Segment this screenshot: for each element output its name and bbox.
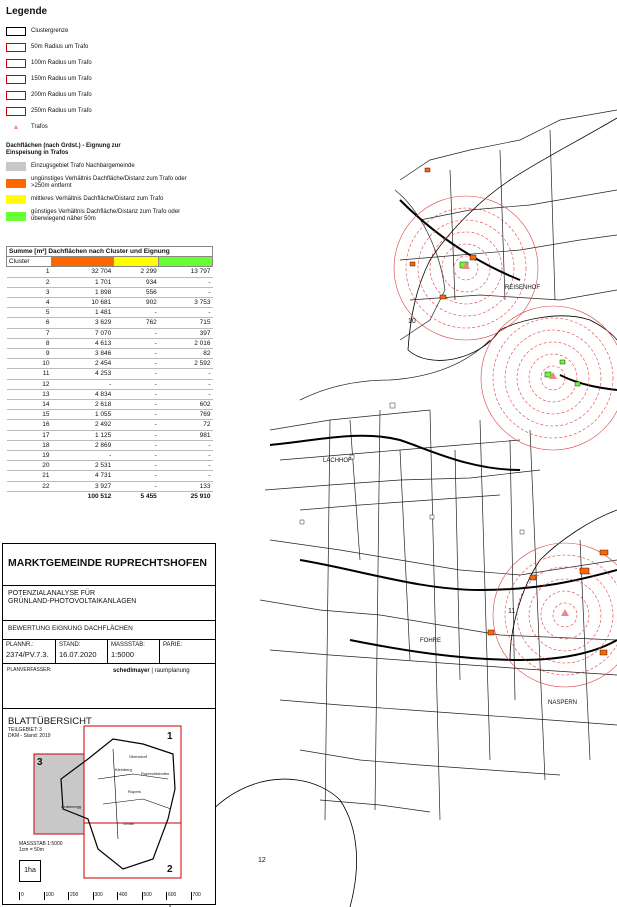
cluster-id: 13 (7, 389, 52, 399)
value-green: 397 (159, 328, 213, 338)
legend-item-trafo: ▲ Trafos (6, 119, 220, 135)
table-row (7, 277, 213, 287)
firm-logo: schedlmayer | raumplanung (113, 668, 190, 674)
value-yellow: 556 (113, 287, 159, 297)
value-orange: 4 253 (52, 369, 114, 379)
value-yellow: - (113, 451, 159, 461)
green-swatch (6, 212, 26, 221)
value-yellow: - (113, 461, 159, 471)
scale-tick: 500 (143, 892, 152, 898)
yellow-swatch (6, 195, 26, 204)
legend-cat-grey: Einzugsgebiet Trafo Nachbargemeinde (6, 162, 220, 171)
sheet-overview: BLATTÜBERSICHT TEILGEBIET: 3 DKM - Stand: 2019 1 2 3 Oberndorf Kleinberg Ruprechtshofen Rupers Grabenegg Orbart (3, 709, 215, 889)
value-green: - (159, 461, 213, 471)
value-orange: 2 492 (52, 420, 114, 430)
sheet-number-2: 2 (167, 864, 173, 875)
scale-tick: 200 (70, 892, 79, 898)
value-orange: 2 531 (52, 461, 114, 471)
value-green: - (159, 287, 213, 297)
value-orange: 3 846 (52, 349, 114, 359)
cluster-label-10: 10 (408, 318, 416, 325)
total-green: 25 910 (190, 492, 211, 500)
scale-bar (19, 888, 199, 902)
table-row (7, 451, 213, 461)
value-yellow: - (113, 359, 159, 369)
value-orange: 4 731 (52, 471, 114, 481)
radius-swatch (6, 43, 26, 52)
overview-title: BLATTÜBERSICHT (8, 716, 92, 727)
radius-swatch (6, 91, 26, 100)
planner-section: PLANVERFASSER: schedlmayer | raumplanung (3, 664, 215, 709)
cluster-id: 3 (7, 287, 52, 297)
value-orange: 4 613 (52, 338, 114, 348)
sheet-number-3: 3 (37, 757, 43, 768)
total-yellow: 5 455 (140, 492, 157, 500)
scale-tick: 100 (45, 892, 54, 898)
cluster-id: 2 (7, 277, 52, 287)
table-row (7, 400, 213, 410)
place-label-fohre: FOHRE (420, 638, 441, 644)
overview-place-5: Grabenegg (61, 804, 82, 809)
table-row (7, 338, 213, 348)
value-yellow: 934 (113, 277, 159, 287)
table-row (7, 287, 213, 297)
value-orange: 1 701 (52, 277, 114, 287)
value-yellow: - (113, 410, 159, 420)
orange-swatch (6, 179, 26, 188)
value-yellow: - (113, 338, 159, 348)
sheet-number-1: 1 (167, 731, 173, 742)
value-yellow: - (113, 420, 159, 430)
col-orange (52, 257, 114, 267)
overview-place-4: Rupers (128, 789, 141, 794)
cluster-id: 4 (7, 298, 52, 308)
table-row (7, 298, 213, 308)
cluster-id: 18 (7, 440, 52, 450)
table-row (7, 471, 213, 481)
overview-place-6: Orbart (123, 821, 135, 826)
cluster-label-12: 12 (258, 857, 266, 864)
value-yellow: 2 299 (113, 267, 159, 277)
planno-cell: PLANNR.: 2374/PV.7.3. (3, 640, 56, 663)
value-green: 13 797 (159, 267, 213, 277)
value-yellow: - (113, 369, 159, 379)
legend-item-100m: 100m Radius um Trafo (6, 55, 220, 71)
scale-tick: 300 (94, 892, 103, 898)
parcel-lines (260, 110, 617, 820)
table-row (7, 369, 213, 379)
value-green: 82 (159, 349, 213, 359)
value-green: 715 (159, 318, 213, 328)
table-row (7, 389, 213, 399)
cluster-id: 1 (7, 267, 52, 277)
legend-heading: Dachflächen (nach Grdst.) - Eignung zur Einspeisung in Trafos (6, 143, 121, 156)
value-orange: 2 869 (52, 440, 114, 450)
value-yellow: - (113, 440, 159, 450)
place-label-lachhof: LACHHOF (323, 458, 352, 464)
cluster-id: 11 (7, 369, 52, 379)
table-row (7, 410, 213, 420)
scale-tick: 0 (21, 892, 24, 898)
value-green: 602 (159, 400, 213, 410)
cluster-id: 22 (7, 481, 52, 491)
cluster-id: 17 (7, 430, 52, 440)
legend-item-50m: 50m Radius um Trafo (6, 39, 220, 55)
legend-item-150m: 150m Radius um Trafo (6, 71, 220, 87)
value-yellow: - (113, 349, 159, 359)
value-green: - (159, 451, 213, 461)
plan-info (3, 640, 215, 664)
value-yellow: - (113, 471, 159, 481)
value-yellow: - (113, 400, 159, 410)
cluster-id: 6 (7, 318, 52, 328)
value-orange: 4 834 (52, 389, 114, 399)
value-green: - (159, 369, 213, 379)
legend-cat-yellow: mittleres Verhältnis Dachfläche/Distanz zum Trafo (6, 195, 220, 204)
table-row (7, 359, 213, 369)
cluster-id: 21 (7, 471, 52, 481)
overview-place-3: Ruprechtshofen (141, 771, 170, 776)
value-orange: 1 055 (52, 410, 114, 420)
table-row (7, 318, 213, 328)
parie-cell: PARIE: (163, 642, 183, 648)
triangle-icon: ▲ (12, 123, 20, 131)
value-yellow: - (113, 328, 159, 338)
value-yellow: - (113, 481, 159, 491)
total-orange: 100 512 (87, 492, 112, 500)
value-orange: 3 927 (52, 481, 114, 491)
table-row (7, 430, 213, 440)
table-row (7, 308, 213, 318)
value-green: 3 753 (159, 298, 213, 308)
cluster-id: 10 (7, 359, 52, 369)
value-green: - (159, 277, 213, 287)
scale-tick: 400 (119, 892, 128, 898)
date-cell: STAND: 16.07.2020 (56, 640, 108, 663)
value-orange: - (52, 451, 114, 461)
value-orange: 1 898 (52, 287, 114, 297)
cluster-id: 19 (7, 451, 52, 461)
value-green: - (159, 379, 213, 389)
value-yellow: - (113, 430, 159, 440)
table-row (7, 420, 213, 430)
legend-item-200m: 200m Radius um Trafo (6, 87, 220, 103)
value-green: 769 (159, 410, 213, 420)
cluster-boundaries (170, 118, 617, 907)
cluster-id: 15 (7, 410, 52, 420)
radius-swatch (6, 75, 26, 84)
legend-cat-orange: ungünstiges Verhältnis Dachfläche/Distanz zum Trafo oder >250m entfernt (6, 176, 206, 190)
cluster-id: 7 (7, 328, 52, 338)
value-green: - (159, 471, 213, 481)
legend-item-cluster: Clustergrenze (6, 23, 220, 39)
radius-swatch (6, 107, 26, 116)
project-subtitle: POTENZIALANALYSE FÜR GRÜNLAND-PHOTOVOLTAIKANLAGEN (3, 586, 215, 621)
scale-note: MASSSTAB 1:5000 1cm = 50m (19, 841, 63, 853)
overview-place-2: Kleinberg (115, 767, 132, 772)
place-label-naspern: NASPERN (548, 700, 578, 706)
overview-place-1: Oberndorf (129, 754, 148, 759)
sheet-title: BEWERTUNG EIGNUNG DACHFLÄCHEN (3, 621, 215, 640)
cluster-swatch (6, 27, 26, 36)
value-orange: 1 125 (52, 430, 114, 440)
value-yellow: 762 (113, 318, 159, 328)
cluster-id: 5 (7, 308, 52, 318)
table-row (7, 440, 213, 450)
table-row (7, 328, 213, 338)
value-yellow: 902 (113, 298, 159, 308)
cluster-id: 8 (7, 338, 52, 348)
radius-circles (406, 208, 617, 675)
value-green: 2 592 (159, 359, 213, 369)
legend-title: Legende (6, 6, 48, 17)
value-orange: 7 070 (52, 328, 114, 338)
cluster-id: 20 (7, 461, 52, 471)
scale-tick: 600 (168, 892, 177, 898)
value-green: 133 (159, 481, 213, 491)
value-yellow: - (113, 379, 159, 389)
col-cluster: Cluster (7, 257, 52, 267)
col-green (159, 257, 213, 267)
table-title: Summe [m²] Dachflächen nach Cluster und Eignung (7, 247, 213, 257)
value-green: 981 (159, 430, 213, 440)
table-row (7, 349, 213, 359)
title-block (2, 543, 216, 905)
table-row (7, 461, 213, 471)
value-green: - (159, 389, 213, 399)
value-orange: - (52, 379, 114, 389)
cluster-id: 9 (7, 349, 52, 359)
summary-table (6, 246, 213, 501)
legend-item-250m: 250m Radius um Trafo (6, 103, 220, 119)
scale-tick: 700 (192, 892, 201, 898)
cluster-label-11: 11 (508, 608, 516, 615)
value-green: 2 016 (159, 338, 213, 348)
scale-cell: MASSSTAB: 1:5000 (108, 640, 160, 663)
table-row (7, 379, 213, 389)
value-orange: 10 681 (52, 298, 114, 308)
table-row (7, 267, 213, 277)
radius-swatch (6, 59, 26, 68)
value-yellow: - (113, 389, 159, 399)
place-label-reisenhof: REISENHOF (505, 285, 541, 291)
cluster-id: 12 (7, 379, 52, 389)
value-yellow: - (113, 308, 159, 318)
grey-swatch (6, 162, 26, 171)
col-yellow (113, 257, 159, 267)
value-orange: 3 629 (52, 318, 114, 328)
value-orange: 1 481 (52, 308, 114, 318)
table-row (7, 481, 213, 491)
cluster-id: 14 (7, 400, 52, 410)
table-total-row (7, 491, 213, 501)
cluster-id: 16 (7, 420, 52, 430)
legend-cat-green: günstiges Verhältnis Dachfläche/Distanz zum Trafo oder überwiegend näher 50m (6, 209, 206, 223)
value-green: 72 (159, 420, 213, 430)
value-orange: 32 704 (52, 267, 114, 277)
legend (6, 6, 220, 223)
value-orange: 2 454 (52, 359, 114, 369)
municipality-title: MARKTGEMEINDE RUPRECHTSHOFEN (3, 544, 215, 586)
value-green: - (159, 440, 213, 450)
value-green: - (159, 308, 213, 318)
value-orange: 2 618 (52, 400, 114, 410)
hectare-box: 1ha (19, 860, 41, 882)
